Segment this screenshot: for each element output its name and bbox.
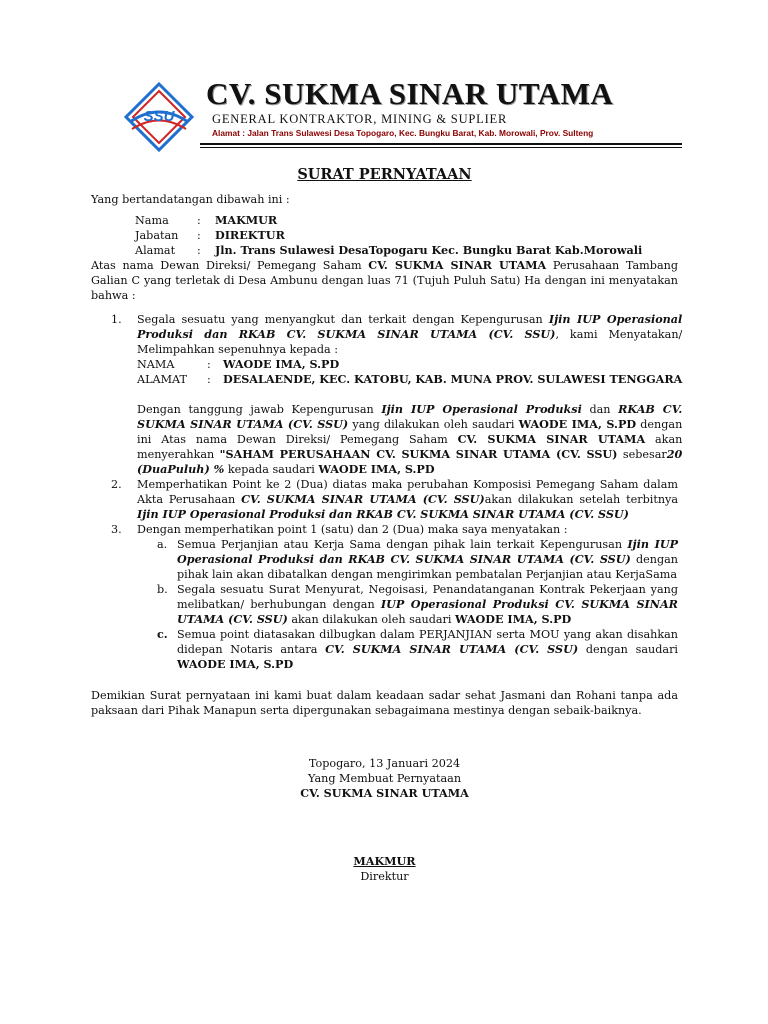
permit-ref: IUP Operasional Produksi CV. SUKMA SINAR UTAMA (CV. SSU) xyxy=(177,597,678,626)
field-value: DESALAENDE, KEC. KATOBU, KAB. MUNA PROV. SULAWESI TENGGARA xyxy=(223,372,683,386)
field-label: ALAMAT xyxy=(137,373,187,386)
text: Memperhatikan Point ke 2 (Dua) diatas maka perubahan Komposisi Pemegang Saham dalam Akta Perusahaan xyxy=(137,478,678,506)
company-ref: CV. SUKMA SINAR UTAMA (CV. SSU) xyxy=(241,492,485,506)
field-value: DIREKTUR xyxy=(215,228,285,242)
person-ref: WAODE IMA, S.PD xyxy=(518,417,637,431)
signatory-title: Direktur xyxy=(360,870,409,883)
text: dengan pihak lain akan dibatalkan dengan mengirimkan pembatalan Perjanjian atau KerjaSama xyxy=(177,553,678,581)
text: Dengan tanggung jawab Kepengurusan xyxy=(137,403,382,416)
signature-company: CV. SUKMA SINAR UTAMA xyxy=(300,786,469,800)
signature-block xyxy=(91,756,678,884)
text: Perusahaan Tambang Galian C yang terletak di Desa Ambunu dengan luas 71 (Tujuh Puluh Satu) Ha dengan ini menyatakan bahwa : xyxy=(91,259,678,302)
person-ref: WAODE IMA, S.PD xyxy=(318,462,435,476)
company-ref: CV. SUKMA SINAR UTAMA xyxy=(457,432,646,446)
field-label: Nama xyxy=(135,214,169,227)
sub-item-c xyxy=(137,627,678,672)
company-subtitle: GENERAL KONTRAKTOR, MINING & SUPLIER xyxy=(212,112,508,126)
text: kepada saudari xyxy=(224,463,319,476)
list-item-1 xyxy=(91,312,683,477)
text: Semua Perjanjian atau Kerja Sama dengan pihak lain terkait Kepengurusan xyxy=(177,538,628,551)
recipient-name-row xyxy=(137,357,682,372)
intro-line: Yang bertandatangan dibawah ini : xyxy=(91,193,290,206)
document-title: SURAT PERNYATAAN xyxy=(297,166,472,183)
permit-ref: Ijin IUP Operasional Produksi dan RKAB CV. SUKMA SINAR UTAMA (CV. SSU) xyxy=(137,312,683,341)
closing-paragraph: Demikian Surat pernyataan ini kami buat dalam keadaan sadar sehat Jasmani dan Rohani tanpa ada paksaan dari Pihak Manapun serta dipergunakan sebagaimana mestinya dengan sebaik-baiknya. xyxy=(91,689,678,717)
item-number: 3. xyxy=(111,523,122,536)
permit-ref: Ijin IUP Operasional Produksi dan RKAB CV. SUKMA SINAR UTAMA (CV. SSU) xyxy=(137,507,629,521)
share-percentage: 20 (DuaPuluh) % xyxy=(137,447,683,476)
item-1-responsibility xyxy=(137,402,682,477)
field-value: MAKMUR xyxy=(215,213,278,227)
signer-position-row xyxy=(135,228,678,243)
text: dengan ini Atas nama Dewan Direksi/ Pemegang Saham xyxy=(137,418,683,446)
sub-item-b-text xyxy=(177,582,678,627)
recipient-address-row xyxy=(137,372,682,387)
field-colon: : xyxy=(207,358,211,371)
header-rule-thick xyxy=(200,143,682,145)
company-name: CV. SUKMA SINAR UTAMA xyxy=(206,76,614,111)
item-number: 1. xyxy=(111,313,122,326)
company-ref: CV. SUKMA SINAR UTAMA xyxy=(368,258,547,272)
shares-ref: "SAHAM PERUSAHAAN CV. SUKMA SINAR UTAMA (CV. SSU) xyxy=(219,447,618,461)
item-2-paragraph xyxy=(137,477,678,522)
text: Semua point diatasakan dilbugkan dalam PERJANJIAN serta MOU yang akan disahkan didepan Notaris antara xyxy=(177,628,678,656)
signatory-name: MAKMUR xyxy=(353,854,416,868)
person-ref: WAODE IMA, S.PD xyxy=(455,612,572,626)
text: akan menyerahkan xyxy=(137,433,683,461)
statement-intro xyxy=(91,258,678,303)
text: Segala sesuatu yang menyangkut dan terkait dengan Kepengurusan xyxy=(137,313,549,326)
person-ref: WAODE IMA, S.PD xyxy=(177,657,294,671)
permit-ref: RKAB CV. SUKMA SINAR UTAMA (CV. SSU) xyxy=(137,402,683,431)
sub-item-letter: b. xyxy=(157,583,168,596)
sub-item-a xyxy=(137,537,678,582)
field-value: Jln. Trans Sulawesi DesaTopogaru Kec. Bungku Barat Kab.Morowali xyxy=(215,243,643,257)
company-logo xyxy=(124,82,194,152)
company-ref: CV. SUKMA SINAR UTAMA (CV. SSU) xyxy=(325,642,579,656)
text: akan dilakukan oleh saudari xyxy=(287,613,456,626)
item-number: 2. xyxy=(111,478,122,491)
field-label: NAMA xyxy=(137,358,175,371)
field-colon: : xyxy=(197,214,201,227)
logo-text: SSU xyxy=(143,108,175,125)
field-label: Jabatan xyxy=(135,229,179,242)
text: Atas nama Dewan Direksi/ Pemegang Saham xyxy=(91,259,369,272)
permit-ref: Ijin IUP Operasional Produksi dan RKAB CV. SUKMA SINAR UTAMA (CV. SSU) xyxy=(177,537,679,566)
sub-item-b xyxy=(137,582,678,627)
field-colon: : xyxy=(197,229,201,242)
company-address: Alamat : Jalan Trans Sulawesi Desa Topogaro, Kec. Bungku Barat, Kab. Morowali, Prov. Sulteng xyxy=(212,128,594,138)
signature-role-line: Yang Membuat Pernyataan xyxy=(307,772,462,785)
header-rule-thin xyxy=(200,147,682,148)
item-1-paragraph xyxy=(137,312,682,357)
text: , kami Menyatakan/ Melimpahkan sepenuhnya kepada : xyxy=(137,328,683,356)
field-colon: : xyxy=(207,373,211,386)
place-date: Topogaro, 13 Januari 2024 xyxy=(308,757,461,770)
field-label: Alamat xyxy=(135,244,176,257)
sub-item-letter: a. xyxy=(157,538,168,551)
field-value: WAODE IMA, S.PD xyxy=(223,357,340,371)
text: Segala sesuatu Surat Menyurat, Negoisasi, Penandatanganan Kontrak Pekerjaan yang melibatkan/ berhubungan dengan xyxy=(177,583,678,611)
signer-details xyxy=(91,213,678,258)
signer-address-row xyxy=(135,243,678,258)
sub-item-letter: c. xyxy=(157,627,168,641)
text: dan xyxy=(581,403,619,416)
text: sebesar xyxy=(617,448,667,461)
list-item-3 xyxy=(91,522,678,672)
sub-item-c-text xyxy=(177,627,678,672)
item-3-paragraph: Dengan memperhatikan point 1 (satu) dan 2 (Dua) maka saya menyatakan : xyxy=(137,523,568,536)
text: dengan saudari xyxy=(578,643,678,656)
field-colon: : xyxy=(197,244,201,257)
signer-name-row xyxy=(135,213,678,228)
list-item-2 xyxy=(91,477,678,522)
text: yang dilakukan oleh saudari xyxy=(348,418,519,431)
text: akan dilakukan setelah terbitnya xyxy=(484,493,679,506)
letter-body xyxy=(91,165,683,884)
sub-item-a-text xyxy=(177,537,678,582)
permit-ref: Ijin IUP Operasional Produksi xyxy=(381,402,582,416)
